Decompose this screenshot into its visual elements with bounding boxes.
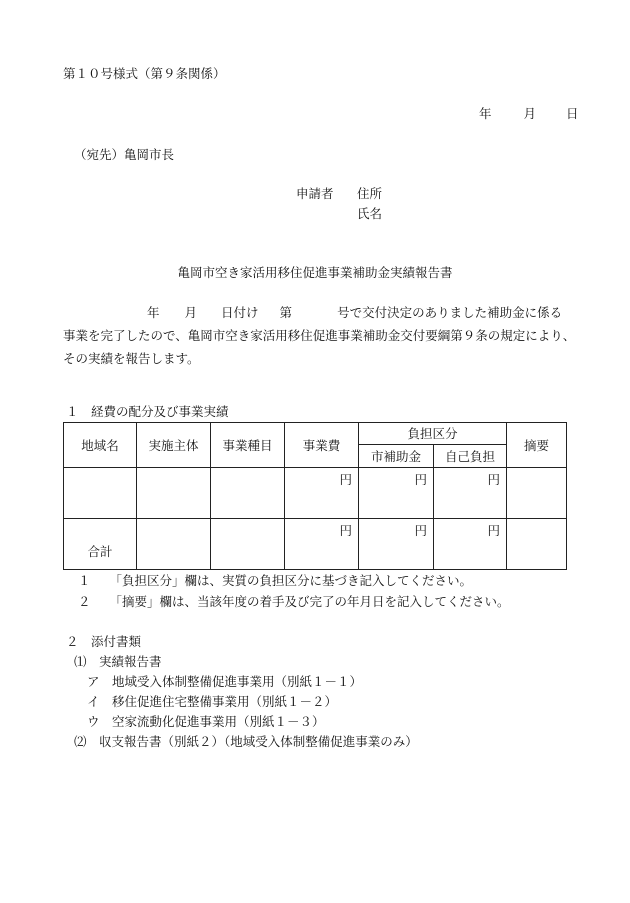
cell-type <box>211 468 285 519</box>
form-number: 第１０号様式（第９条関係） <box>63 66 226 81</box>
section-2-heading: ２ 添付書類 <box>66 634 142 649</box>
header-implementer: 実施主体 <box>137 423 211 468</box>
note-2 <box>78 594 510 609</box>
date-row <box>479 106 578 121</box>
header-remarks: 摘要 <box>507 423 567 468</box>
header-self-burden: 自己負担 <box>434 445 507 468</box>
cell-total-city-yen: 円 <box>359 519 434 570</box>
header-area: 地域名 <box>64 423 137 468</box>
body-line-3: その実績を報告します。 <box>63 351 200 366</box>
attachment-sub-i: イ 移住促進住宅整備事業用（別紙１－２） <box>87 694 338 709</box>
header-city-subsidy: 市補助金 <box>359 445 434 468</box>
applicant-label: 申請者 <box>296 186 334 201</box>
cell-implementer <box>137 468 211 519</box>
applicant-address: 住所 <box>357 186 383 201</box>
cell-remarks <box>507 468 567 519</box>
note-1-num: １ <box>78 573 91 588</box>
body-paragraph <box>63 301 576 370</box>
table-row-total <box>64 519 567 570</box>
cell-total-implementer <box>137 519 211 570</box>
note-1 <box>78 573 472 588</box>
cell-self-yen: 円 <box>434 468 507 519</box>
cell-area <box>64 468 137 519</box>
addressee: （宛先）亀岡市長 <box>74 147 175 162</box>
attachment-sub-a: ア 地域受入体制整備促進事業用（別紙１－１） <box>87 674 363 689</box>
body-line-1-tail: 号で交付決定のありました補助金に係る <box>337 305 563 320</box>
body-number-prefix: 第 <box>279 305 293 320</box>
header-cost: 事業費 <box>285 423 359 468</box>
section-1-heading: １ 経費の配分及び事業実績 <box>66 404 229 419</box>
cell-total-type <box>211 519 285 570</box>
header-burden: 負担区分 <box>359 423 507 445</box>
attachment-item-1: ⑴ 実績報告書 <box>74 654 162 669</box>
document-title: 亀岡市空き家活用移住促進事業補助金実績報告書 <box>177 265 453 280</box>
date-day: 日 <box>565 106 579 121</box>
cell-total-remarks <box>507 519 567 570</box>
cell-cost-yen: 円 <box>285 468 359 519</box>
cell-total-self-yen: 円 <box>434 519 507 570</box>
header-type: 事業種目 <box>211 423 285 468</box>
expense-table <box>63 422 567 570</box>
body-month: 月 <box>184 305 198 320</box>
date-year: 年 <box>479 106 492 121</box>
note-1-text: 「負担区分」欄は、実質の負担区分に基づき記入してください。 <box>109 573 473 588</box>
applicant-name: 氏名 <box>357 206 383 221</box>
cell-total-cost-yen: 円 <box>285 519 359 570</box>
cell-total-label: 合計 <box>64 519 137 570</box>
attachment-sub-u: ウ 空家流動化促進事業用（別紙１－３） <box>87 714 325 729</box>
attachment-item-2: ⑵ 収支報告書（別紙２）（地域受入体制整備促進事業のみ） <box>74 734 418 749</box>
table-row <box>64 468 567 519</box>
body-year: 年 <box>147 305 160 320</box>
date-month: 月 <box>523 106 536 121</box>
note-2-num: ２ <box>78 594 91 609</box>
note-2-text: 「摘要」欄は、当該年度の着手及び完了の年月日を記入してください。 <box>109 594 510 609</box>
body-dated: 日付け <box>221 305 259 320</box>
cell-city-yen: 円 <box>359 468 434 519</box>
body-line-1 <box>63 301 573 324</box>
body-line-2: 事業を完了したので、亀岡市空き家活用移住促進事業補助金交付要綱第９条の規定により、 <box>63 328 576 343</box>
